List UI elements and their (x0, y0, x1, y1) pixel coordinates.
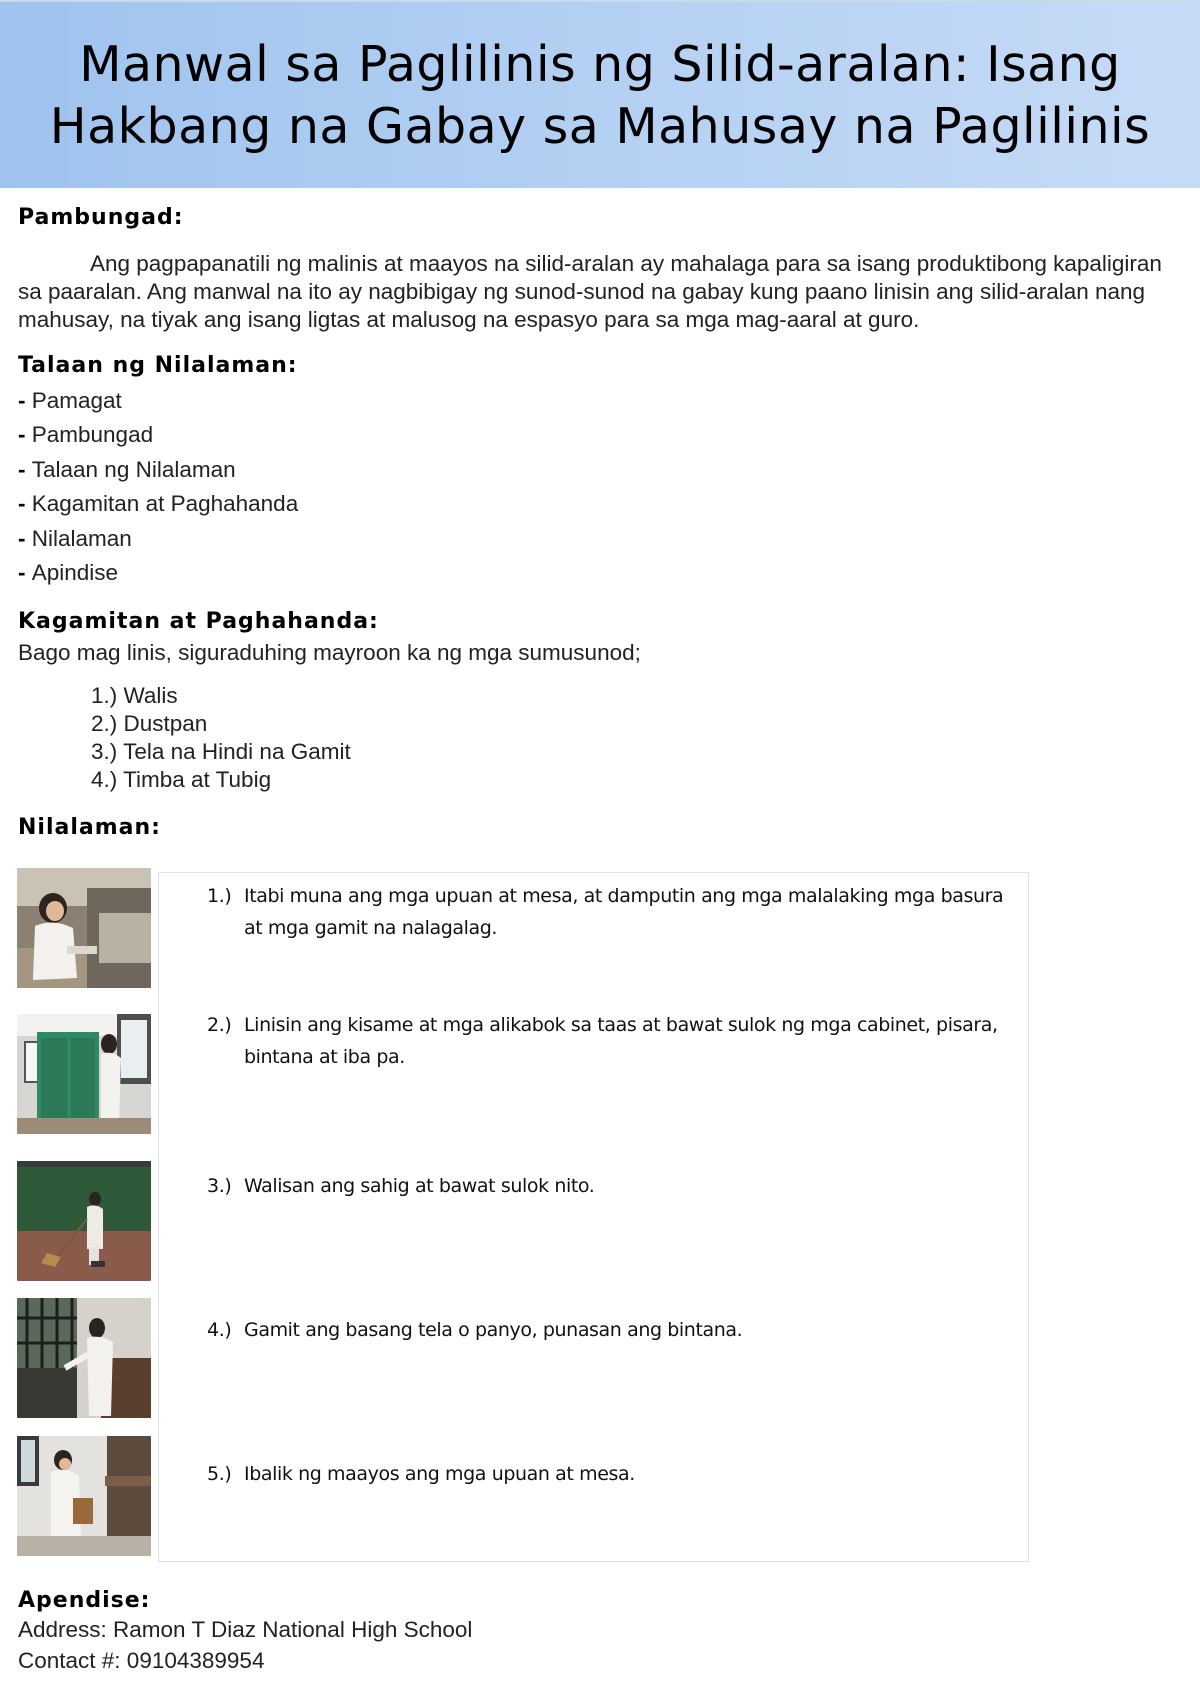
toc-item: - Pambungad (18, 422, 154, 448)
materials-list (91, 682, 351, 794)
toc-heading: Talaan ng Nilalaman: (18, 353, 298, 378)
step-number: 5.) (207, 1463, 232, 1485)
materials-item: 3.) Tela na Hindi na Gamit (91, 739, 351, 764)
step-number: 1.) (207, 885, 232, 907)
student-returning-chairs-photo (17, 1436, 151, 1556)
student-wiping-window-photo (17, 1298, 151, 1418)
materials-heading: Kagamitan at Paghahanda: (18, 609, 379, 634)
content-heading: Nilalaman: (18, 815, 161, 840)
toc-item: - Pamagat (18, 388, 122, 413)
toc-item: - Kagamitan at Paghahanda (18, 491, 299, 517)
materials-item: 2.) Dustpan (91, 711, 208, 736)
step-number: 3.) (207, 1175, 232, 1197)
student-sweeping-floor-photo (17, 1161, 151, 1281)
appendix-heading: Apendise: (18, 1588, 151, 1613)
step-item (207, 1170, 1007, 1202)
step-text: Linisin ang kisame at mga alikabok sa taas at bawat sulok ng mga cabinet, pisara, bintana at iba pa. (244, 1014, 998, 1068)
step-number: 4.) (207, 1319, 232, 1341)
toc-item: - Apindise (18, 560, 119, 586)
step-item (207, 1314, 1007, 1346)
step-text: Walisan ang sahig at bawat sulok nito. (244, 1175, 595, 1197)
toc-list (18, 384, 298, 590)
appendix-address: Address: Ramon T Diaz National High School (18, 1617, 473, 1642)
student-dusting-cabinet-photo (17, 1014, 151, 1134)
student-arranging-desk-photo (17, 868, 151, 988)
appendix-contact: Contact #: 09104389954 (18, 1648, 265, 1673)
materials-item: 1.) Walis (91, 683, 178, 708)
toc-item: - Talaan ng Nilalaman (18, 456, 236, 482)
materials-item: 4.) Timba at Tubig (91, 767, 272, 792)
intro-text: Ang pagpapanatili ng malinis at maayos na silid-aralan ay mahalaga para sa isang produktibong kapaligiran sa paaralan. Ang manwal na ito ay nagbibigay ng sunod-sunod na gabay kung paano linisin ang silid-aralan nang mahusay, na tiyak ang isang ligtas at malusog na espasyo para sa mga mag-aaral at guro. (18, 251, 1162, 332)
materials-intro: Bago mag linis, siguraduhing mayroon ka ng mga sumusunod; (18, 640, 641, 665)
step-text: Itabi muna ang mga upuan at mesa, at damputin ang mga malalaking mga basura at mga gamit na nalagalag. (244, 885, 1004, 939)
step-number: 2.) (207, 1014, 232, 1036)
title-banner (0, 0, 1200, 188)
step-item (207, 1009, 1007, 1073)
step-item (207, 1458, 1007, 1490)
step-text: Gamit ang basang tela o panyo, punasan ang bintana. (244, 1319, 743, 1341)
step-item (207, 880, 1007, 944)
page-title: Manwal sa Paglilinis ng Silid-aralan: Isang Hakbang na Gabay sa Mahusay na Paglilinis (49, 36, 1151, 155)
intro-heading: Pambungad: (18, 205, 184, 230)
toc-item: - Nilalaman (18, 525, 132, 551)
intro-paragraph (18, 250, 1183, 334)
step-text: Ibalik ng maayos ang mga upuan at mesa. (244, 1463, 635, 1485)
